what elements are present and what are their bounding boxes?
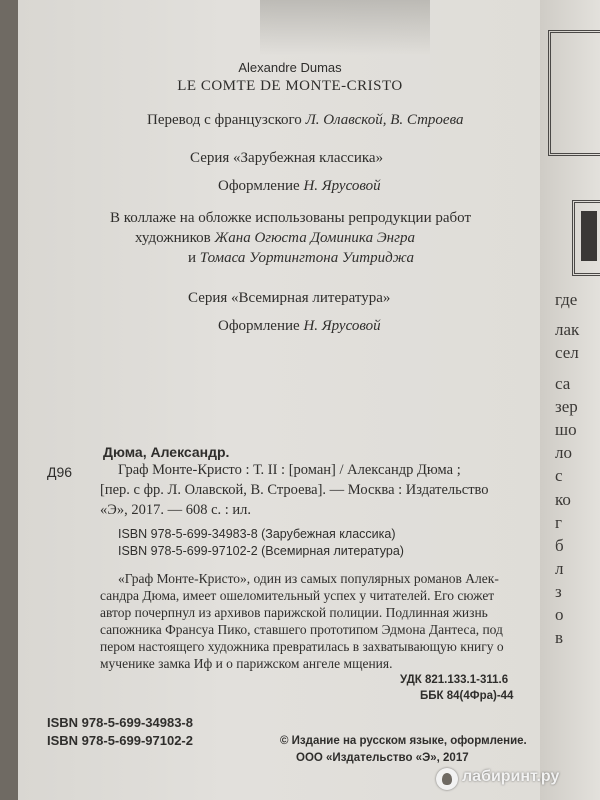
- adjacent-fragment: шо: [555, 420, 577, 439]
- series-1: [190, 150, 383, 167]
- decorative-initial: [572, 200, 600, 276]
- adjacent-fragment: с: [555, 466, 563, 485]
- footer-isbn-1: ISBN 978-5-699-34983-8: [47, 715, 193, 730]
- bbk-code: ББК 84(4Фра)-44: [420, 690, 514, 702]
- adjacent-fragment: зер: [555, 397, 578, 416]
- adjacent-fragment: са: [555, 374, 571, 393]
- adjacent-fragment: л: [555, 559, 564, 578]
- design-2-prefix: Оформление: [218, 318, 300, 334]
- catalog-line-3: «Э», 2017. — 608 с. : ил.: [100, 502, 252, 518]
- collage-line-2-prefix: художников: [135, 230, 211, 246]
- adjacent-fragment: б: [555, 536, 564, 555]
- design-1-prefix: Оформление: [218, 178, 300, 194]
- abstract-line: сапожника Франсуа Пико, ставшего прототипом Эдмона Дантеса, под: [100, 622, 503, 637]
- adjacent-fragment: лак: [555, 320, 580, 339]
- decorative-frame: [548, 30, 600, 156]
- abstract-line: «Граф Монте-Кристо», один из самых популярных романов Алек-: [118, 571, 499, 586]
- adjacent-word: где: [555, 290, 578, 309]
- labirint-logo-icon: [436, 768, 458, 790]
- design-credit-2: [218, 318, 381, 335]
- design-2-name: Н. Ярусовой: [303, 318, 381, 334]
- series-2-prefix: Серия: [188, 290, 228, 306]
- collage-artist-2: Томаса Уортингтона Уитриджа: [199, 250, 414, 266]
- catalog-line-1: Граф Монте-Кристо : Т. II : [роман] / Александр Дюма ;: [118, 462, 461, 478]
- collage-artist-1: Жана Огюста Доминика Энгра: [214, 230, 415, 246]
- adjacent-fragment: г: [555, 513, 562, 532]
- collage-line-2: [135, 230, 415, 247]
- translators: Л. Олавской, В. Строева: [305, 112, 464, 128]
- footer-isbn-2: ISBN 978-5-699-97102-2: [47, 733, 193, 748]
- collage-line-1: В коллаже на обложке использованы репродукции работ: [110, 210, 472, 226]
- series-1-name: «Зарубежная классика»: [233, 150, 384, 166]
- abstract-line: мученике замка Иф и о парижском ангеле мщения.: [100, 656, 393, 671]
- catalog-isbn-2: ISBN 978-5-699-97102-2 (Всемирная литература): [118, 544, 404, 558]
- collage-line-3-prefix: и: [188, 250, 197, 266]
- series-1-prefix: Серия: [190, 150, 230, 166]
- udk-code: УДК 821.133.1-311.6: [400, 674, 509, 686]
- design-credit-1: [218, 178, 381, 195]
- translation-prefix: Перевод с французского: [147, 112, 302, 128]
- adjacent-fragment: ко: [555, 490, 571, 509]
- adjacent-fragment: сел: [555, 343, 579, 362]
- series-2-name: «Всемирная литература»: [231, 290, 391, 306]
- catalog-code: Д96: [47, 464, 73, 480]
- abstract-line: пером настоящего художника превратилась в захватывающую книгу о: [100, 639, 504, 654]
- copyright-line-2: ООО «Издательство «Э», 2017: [296, 752, 469, 764]
- adjacent-fragment: з: [555, 582, 562, 601]
- abstract-line: сандра Дюма, имеет ошеломительный успех у читателей. Его сюжет: [100, 588, 495, 603]
- abstract-line: автор почерпнул из архивов парижской полиции. Подлинная жизнь: [100, 605, 488, 620]
- catalog-isbn-1: ISBN 978-5-699-34983-8 (Зарубежная классика): [118, 527, 396, 541]
- copyright-line-1: © Издание на русском языке, оформление.: [280, 735, 527, 747]
- adjacent-fragment: в: [555, 628, 564, 647]
- design-1-name: Н. Ярусовой: [303, 178, 381, 194]
- page-shadow: [260, 0, 430, 55]
- series-2: [188, 290, 390, 307]
- watermark-text: лабиринт.ру: [462, 768, 560, 785]
- collage-line-3: [188, 250, 414, 267]
- catalog-heading: Дюма, Александр.: [103, 444, 230, 460]
- catalog-line-2: [пер. с фр. Л. Олавской, В. Строева]. — Москва : Издательство: [100, 482, 489, 498]
- original-author: Alexandre Dumas: [238, 60, 342, 75]
- translation-credit: [147, 112, 463, 129]
- original-title: LE COMTE DE MONTE-CRISTO: [177, 78, 403, 94]
- adjacent-fragment: ло: [555, 443, 572, 462]
- adjacent-fragment: о: [555, 605, 564, 624]
